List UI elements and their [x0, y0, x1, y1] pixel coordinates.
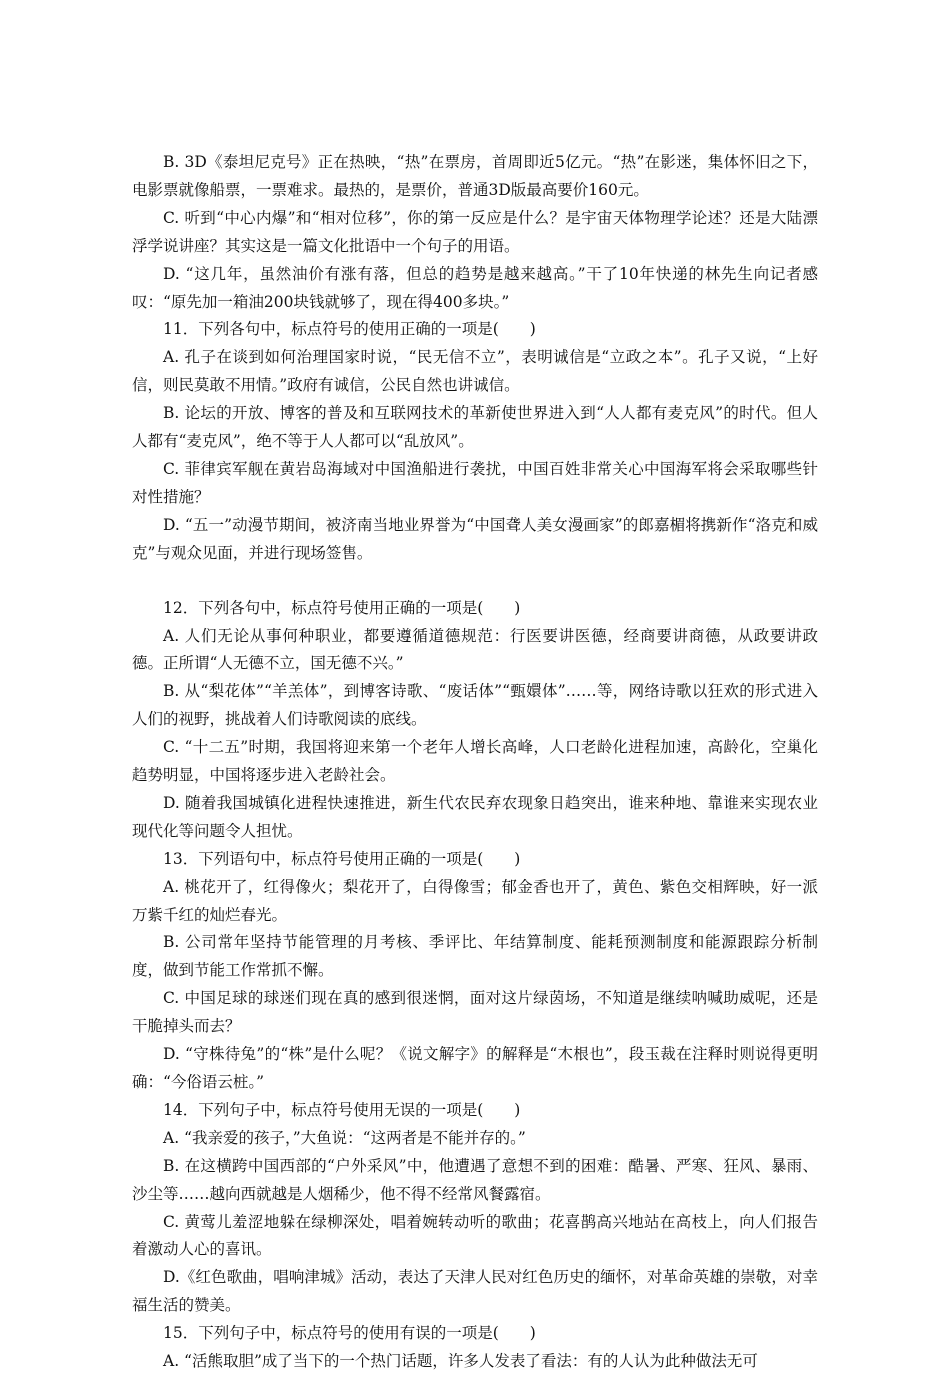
answer-option: C. “十二五”时期，我国将迎来第一个老年人增长高峰，人口老龄化进程加速，高龄化，空巢化趋势明显，中国将逐步进入老龄社会。	[132, 738, 818, 785]
document-body	[132, 149, 818, 1376]
answer-option: C. 中国足球的球迷们现在真的感到很迷惘，面对这片绿茵场，不知道是继续呐喊助威呢，还是干脆掉头而去？	[132, 989, 818, 1036]
question-stem: 11．下列各句中，标点符号的使用正确的一项是( )	[163, 320, 536, 339]
answer-option: D. “守株待兔”的“株”是什么呢？《说文解字》的解释是“木根也”，段玉裁在注释时则说得更明确：“今俗语云桩。”	[132, 1045, 818, 1091]
answer-option: A. 人们无论从事何种职业，都要遵循道德规范：行医要讲医德，经商要讲商德，从政要讲政德。正所谓“人无德不立，国无德不兴。”	[132, 626, 818, 673]
answer-option: D. “这几年，虽然油价有涨有落，但总的趋势是越来越高。”干了10年快递的林先生向记者感叹：“原先加一箱油200块钱就够了，现在得400多块。”	[132, 264, 818, 311]
answer-option: C. 菲律宾军舰在黄岩岛海域对中国渔船进行袭扰，中国百姓非常关心中国海军将会采取哪些针对性措施？	[132, 459, 818, 506]
answer-option: D. “五一”动漫节期间，被济南当地业界誉为“中国聋人美女漫画家”的郎嘉楣将携新作“洛克和威克”与观众见面，并进行现场签售。	[132, 515, 818, 562]
answer-option: D.《红色歌曲，唱响津城》活动，表达了天津人民对红色历史的缅怀，对革命英雄的崇敬，对幸福生活的赞美。	[132, 1268, 818, 1315]
answer-option: B. 从“梨花体”“羊羔体”，到博客诗歌、“废话体”“甄嬛体”……等，网络诗歌以狂欢的形式进入人们的视野，挑战着人们诗歌阅读的底线。	[132, 682, 818, 729]
answer-option: B. 公司常年坚持节能管理的月考核、季评比、年结算制度、能耗预测制度和能源跟踪分析制度，做到节能工作常抓不懈。	[132, 933, 818, 980]
answer-option: B. 在这横跨中国西部的“户外采风”中，他遭遇了意想不到的困难：酷暑、严寒、狂风、暴雨、沙尘等……越向西就越是人烟稀少，他不得不经常风餐露宿。	[132, 1156, 818, 1203]
answer-option: C. 听到“中心内爆”和“相对位移”，你的第一反应是什么？是宇宙天体物理学论述？还是大陆漂浮学说讲座？其实这是一篇文化批语中一个句子的用语。	[132, 208, 818, 255]
answer-option: A. 孔子在谈到如何治理国家时说，“民无信不立”，表明诚信是“立政之本”。孔子又说，“上好信，则民莫敢不用情。”政府有诚信，公民自然也讲诚信。	[132, 348, 818, 395]
question-stem: 15．下列句子中，标点符号的使用有误的一项是( )	[163, 1324, 536, 1343]
question-stem: 12．下列各句中，标点符号使用正确的一项是( )	[163, 598, 521, 617]
question-stem: 14．下列句子中，标点符号使用无误的一项是( )	[163, 1100, 521, 1119]
question-stem: 13．下列语句中，标点符号使用正确的一项是( )	[163, 849, 521, 868]
answer-option: C. 黄莺儿羞涩地躲在绿柳深处，唱着婉转动听的歌曲；花喜鹊高兴地站在高枝上，向人们报告着激动人心的喜讯。	[132, 1212, 818, 1259]
paragraph-gap	[132, 568, 818, 595]
answer-option: B. 论坛的开放、博客的普及和互联网技术的革新使世界进入到“人人都有麦克风”的时代。但人人都有“麦克风”，绝不等于人人都可以“乱放风”。	[132, 404, 818, 451]
answer-option: B. 3D《泰坦尼克号》正在热映，“热”在票房，首周即近5亿元。“热”在影迷，集体怀旧之下，电影票就像船票，一票难求。最热的，是票价，普通3D版最高要价160元。	[132, 153, 818, 199]
answer-option: A. 桃花开了，红得像火；梨花开了，白得像雪；郁金香也开了，黄色、紫色交相辉映，好一派万紫千红的灿烂春光。	[132, 877, 818, 924]
answer-option: A. “我亲爱的孩子，”大鱼说：“这两者是不能并存的。”	[163, 1128, 526, 1147]
answer-option: D. 随着我国城镇化进程快速推进，新生代农民弃农现象日趋突出，谁来种地、靠谁来实现农业现代化等问题令人担忧。	[132, 793, 818, 840]
answer-option: A. “活熊取胆”成了当下的一个热门话题，许多人发表了看法：有的人认为此种做法无可	[163, 1352, 758, 1371]
